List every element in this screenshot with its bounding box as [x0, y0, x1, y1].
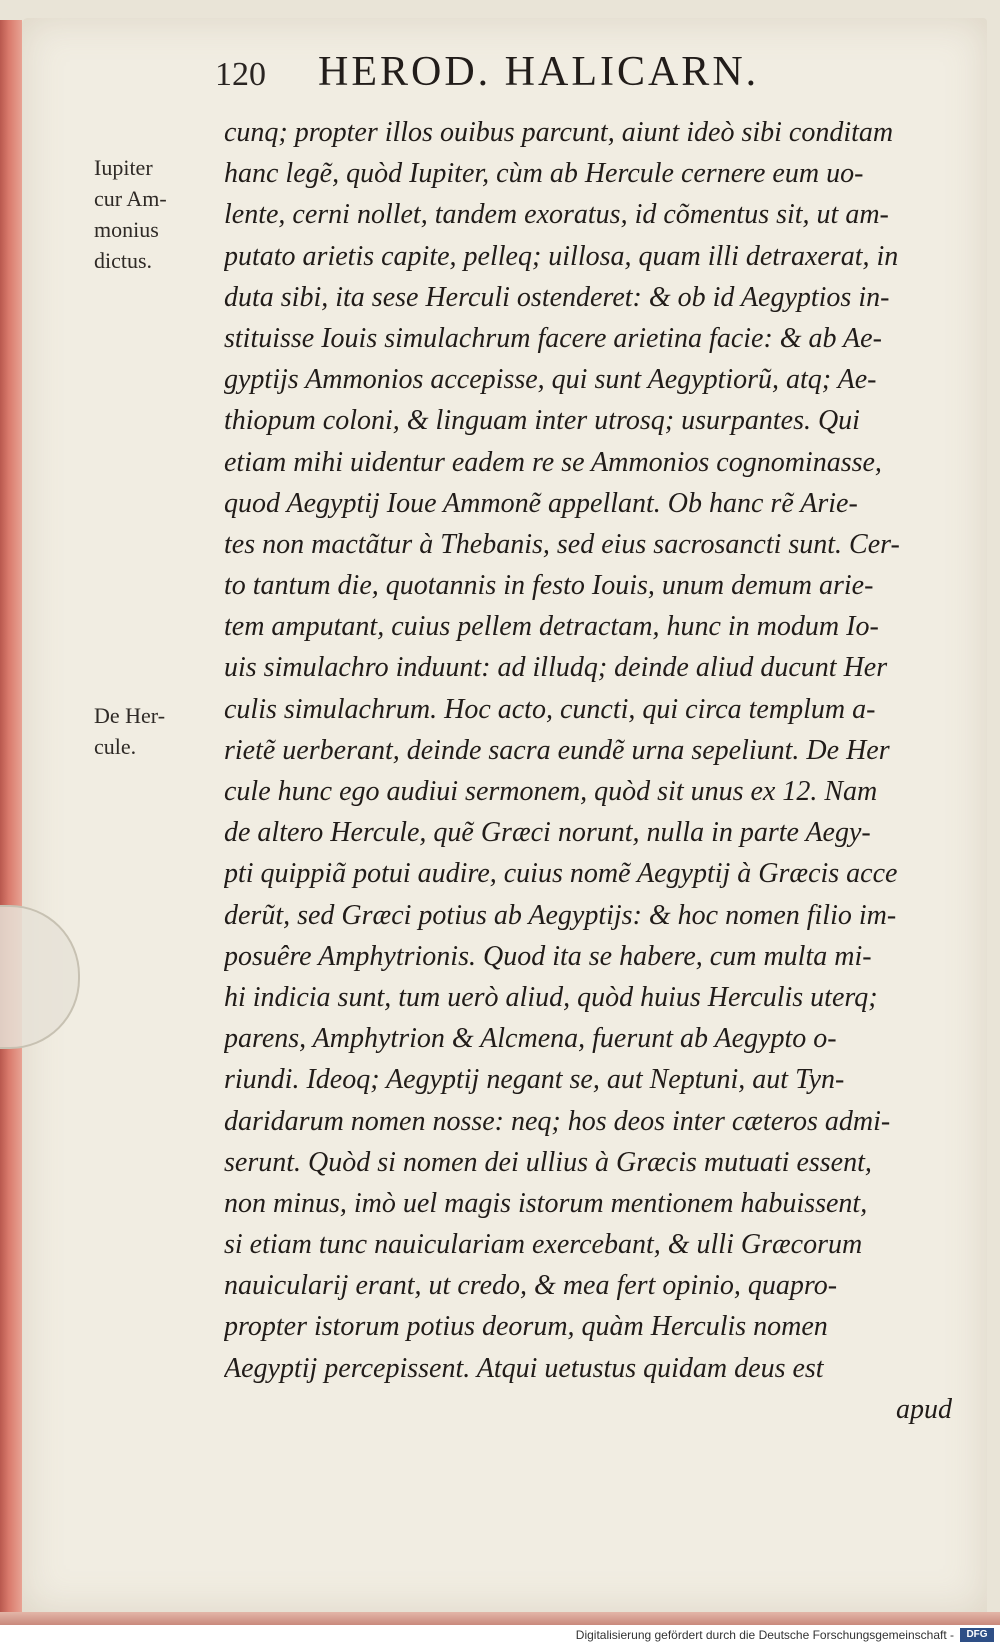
text-line: daridarum nomen nosse: neq; hos deos inter cæteros admi- — [224, 1105, 891, 1137]
text-line: lente, cerni nollet, tandem exoratus, id cõmentus sit, ut am- — [224, 199, 889, 231]
text-line: gyptijs Ammonios accepisse, qui sunt Aegyptiorũ, atq; Ae- — [224, 364, 877, 396]
marginal-line: cur Am- — [94, 186, 167, 211]
marginal-line: De Her- — [94, 703, 166, 728]
text-line: uis simulachro induunt: ad illudq; deinde aliud ducunt Her — [224, 652, 888, 684]
text-line: rietẽ uerberant, deinde sacra eundẽ urna sepeliunt. De Her — [224, 734, 890, 766]
text-line: culis simulachrum. Hoc acto, cuncti, qui circa templum a- — [224, 693, 876, 725]
page-number: 120 — [215, 56, 266, 93]
text-line: nauicularij erant, ut credo, & mea fert opinio, quapro- — [224, 1270, 838, 1302]
catchword: apud — [896, 1393, 952, 1425]
text-line: de altero Hercule, quẽ Græci norunt, nulla in parte Aegy- — [224, 817, 871, 849]
text-line: tem amputant, cuius pellem detractam, hunc in modum Io- — [224, 611, 879, 643]
marginal-line: monius — [94, 217, 159, 242]
text-line: hi indicia sunt, tum uerò aliud, quòd huius Herculis uterq; — [224, 981, 878, 1013]
text-line: etiam mihi uidentur eadem re se Ammonios cognominasse, — [224, 446, 882, 478]
text-line: hanc legẽ, quòd Iupiter, cùm ab Hercule cernere eum uo- — [224, 158, 864, 190]
text-line: posuêre Amphytrionis. Quod ita se habere, cum multa mi- — [224, 940, 872, 972]
text-line: duta sibi, ita sese Herculi ostenderet: & ob id Aegyptios in- — [224, 281, 890, 313]
body-text — [224, 112, 952, 1430]
text-line: pti quippiã potui audire, cuius nomẽ Aegyptij à Græcis acce — [224, 858, 898, 890]
text-line: si etiam tunc nauiculariam exercebant, & ulli Græcorum — [224, 1229, 863, 1261]
dfg-logo: DFG — [960, 1628, 994, 1642]
funding-credit: Digitalisierung gefördert durch die Deutsche Forschungsgemeinschaft - — [575, 1628, 954, 1642]
running-head — [215, 48, 865, 96]
text-line: putato arietis capite, pelleq; uillosa, quam illi detraxerat, in — [224, 240, 899, 272]
page-edge-bottom — [0, 1612, 1000, 1625]
text-line: cule hunc ego audiui sermonem, quòd sit unus ex 12. Nam — [224, 776, 878, 807]
marginal-line: Iupiter — [94, 155, 153, 180]
text-line: propter istorum potius deorum, quàm Herculis nomen — [224, 1311, 828, 1343]
text-line: parens, Amphytrion & Alcmena, fuerunt ab Aegypto o- — [224, 1023, 837, 1055]
page-edge-left — [0, 20, 22, 1620]
digitization-footer — [0, 1625, 1000, 1645]
marginal-note-iupiter — [94, 152, 204, 276]
text-line: Aegyptij percepissent. Atqui uetustus quidam deus est — [224, 1352, 824, 1384]
text-line: non minus, imò uel magis istorum mentionem habuissent, — [224, 1187, 868, 1219]
marginal-line: cule. — [94, 734, 137, 759]
text-line: riundi. Ideoq; Aegyptij negant se, aut Neptuni, aut Tyn- — [224, 1064, 845, 1096]
running-title: HEROD. HALICARN. — [318, 49, 760, 95]
marginal-note-hercule — [94, 700, 204, 762]
text-line: cunq; propter illos ouibus parcunt, aiunt ideò sibi conditam — [224, 117, 894, 148]
text-line: to tantum die, quotannis in festo Iouis, unum demum arie- — [224, 570, 874, 602]
text-line: quod Aegyptij Ioue Ammonẽ appellant. Ob hanc rẽ Arie- — [224, 487, 858, 519]
text-line: derũt, sed Græci potius ab Aegyptijs: & hoc nomen filio im- — [224, 899, 897, 931]
text-line: tes non mactãtur à Thebanis, sed eius sacrosancti sunt. Cer- — [224, 528, 900, 560]
text-line: thiopum coloni, & linguam inter utrosq; usurpantes. Qui — [224, 405, 860, 437]
text-line: stituisse Iouis simulachrum facere arietina facie: & ab Ae- — [224, 322, 882, 354]
marginal-line: dictus. — [94, 248, 153, 273]
text-line: serunt. Quòd si nomen dei ullius à Græcis mutuati essent, — [224, 1146, 872, 1178]
